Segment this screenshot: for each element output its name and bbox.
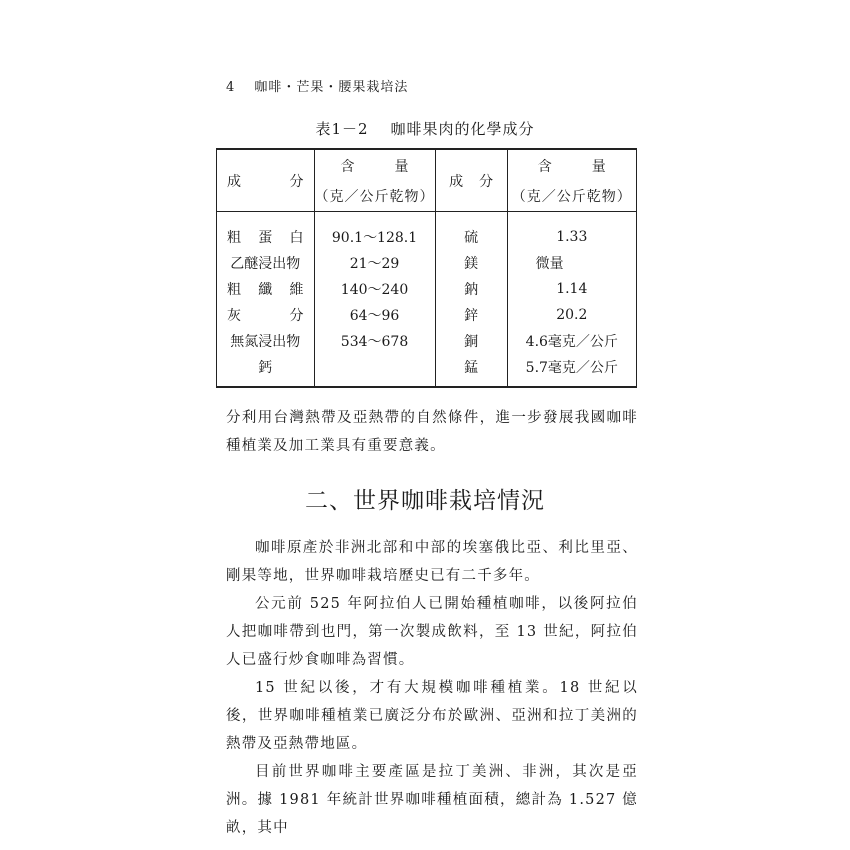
header-quantity-2 [507,149,636,212]
header-quantity [314,149,435,212]
table-row [217,250,637,276]
table-row [217,276,637,302]
header-text: 量 [394,158,409,175]
running-head [226,76,408,95]
header-text: 含 [537,158,552,175]
continuation-paragraph [226,404,638,460]
component-amount-2: 5.7毫克／公斤 [507,354,636,387]
table-row [217,328,637,354]
page-number: 4 [226,80,236,95]
component-amount-2: 1.14 [507,276,636,302]
component-amount-2: 4.6毫克／公斤 [507,328,636,354]
component-amount-2: 1.33 [507,212,636,251]
header-unit: （克／公斤乾物） [511,188,632,205]
table-row [217,354,637,387]
header-component-2 [435,149,507,212]
table-label: 表1－2 [315,120,369,138]
table-header-row [217,149,637,212]
header-component [217,149,315,212]
paragraph-text: 分利用台灣熱帶及亞熱帶的自然條件，進一步發展我國咖啡種植業及加工業具有重要意義。 [226,410,638,454]
component-name-2: 硫 [435,212,507,251]
table-row [217,212,637,251]
component-name: 粗 蛋 白 [217,212,315,251]
paragraph: 咖啡原產於非洲北部和中部的埃塞俄比亞、利比里亞、剛果等地，世界咖啡栽培歷史已有二千多年。 [226,540,638,584]
table-title: 咖啡果肉的化學成分 [390,120,535,138]
component-name-2: 銅 [435,328,507,354]
header-unit: （克／公斤乾物） [314,188,435,205]
component-name-2: 錳 [435,354,507,387]
component-name: 粗 纖 維 [217,276,315,302]
header-text: 分 [289,173,304,190]
header-text: 成 [227,173,241,190]
table-caption [0,118,850,139]
header-text: 成 [449,173,464,190]
component-name-2: 鎂 [435,250,507,276]
component-name: 鈣 [217,354,315,387]
section-body [226,534,638,842]
component-amount-2: 20.2 [507,302,636,328]
section-heading: 二、世界咖啡栽培情況 [305,488,545,514]
component-name-2: 鋅 [435,302,507,328]
paragraph: 目前世界咖啡主要產區是拉丁美洲、非洲，其次是亞洲。據 1981 年統計世界咖啡種植面積，總計為 1.527 億畝，其中 [226,764,638,836]
header-text: 量 [591,158,606,175]
chemical-composition-table [216,148,637,388]
paragraph: 公元前 525 年阿拉伯人已開始種植咖啡，以後阿拉伯人把咖啡帶到也門，第一次製成飲料，至 13 世紀，阿拉伯人已盛行炒食咖啡為習慣。 [226,596,638,668]
table-row [217,302,637,328]
component-name: 灰 分 [217,302,315,328]
component-name-2: 鈉 [435,276,507,302]
book-title: 咖啡・芒果・腰果栽培法 [254,80,409,95]
component-name: 乙醚浸出物 [217,250,315,276]
component-amount: 90.1～128.1 [314,212,435,251]
header-text: 含 [340,158,355,175]
component-name: 無氮浸出物 [217,328,315,354]
component-amount: 140～240 [314,276,435,302]
component-amount [314,354,435,387]
component-amount: 534～678 [314,328,435,354]
component-amount-2: 微量 [507,250,636,276]
component-amount: 64～96 [314,302,435,328]
header-text: 分 [479,173,494,190]
paragraph: 15 世紀以後，才有大規模咖啡種植業。18 世紀以後，世界咖啡種植業已廣泛分布於歐洲、亞洲和拉丁美洲的熱帶及亞熱帶地區。 [226,680,638,752]
component-amount: 21～29 [314,250,435,276]
